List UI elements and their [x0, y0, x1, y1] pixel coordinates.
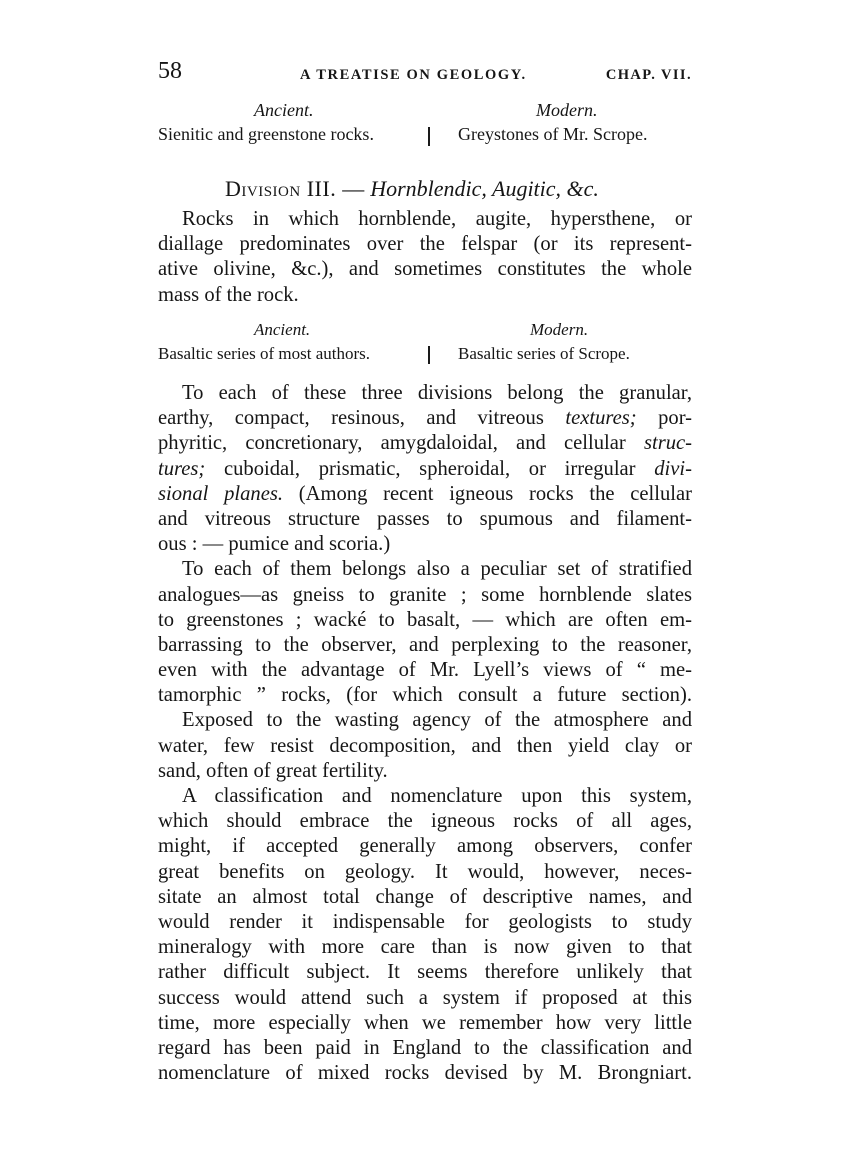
paragraph-stratified-analogues: [158, 557, 692, 708]
text-line: success would attend such a system if proposed at this: [158, 986, 692, 1009]
line-segment: por-: [658, 407, 693, 430]
paragraph-classification: [158, 784, 692, 1086]
text-line: tamorphic ” rocks, (for which consult a future section).: [158, 684, 692, 707]
column-divider: [428, 127, 430, 146]
running-title: A TREATISE ON GEOLOGY.: [300, 67, 527, 83]
line-segment: (Among recent igneous rocks the cellular: [298, 482, 692, 505]
paragraph-textures: [158, 381, 692, 557]
text-line: would render it indispensable for geologists to study: [158, 910, 692, 933]
text-line: Rocks in which hornblende, augite, hypersthene, or: [182, 208, 692, 230]
italic-term: sional planes.: [158, 482, 284, 505]
text-line: To each of these three divisions belong the granular,: [182, 382, 692, 404]
text-line: [158, 457, 692, 482]
text-line: and vitreous structure passes to spumous and filament-: [158, 507, 692, 530]
italic-term: tures;: [158, 457, 206, 480]
text-line: rather difficult subject. It seems therefore unlikely that: [158, 961, 692, 984]
column-divider: [428, 346, 430, 364]
text-line: nomenclature of mixed rocks devised by M. Brongniart.: [158, 1062, 692, 1085]
text-line: sitate an almost total change of descriptive names, and: [158, 885, 692, 908]
italic-term: textures;: [565, 407, 637, 430]
division-number: Division III. —: [225, 176, 365, 201]
text-line: mass of the rock.: [158, 283, 299, 306]
text-line: [158, 482, 692, 507]
text-line: analogues—as gneiss to granite ; some hornblende slates: [158, 583, 692, 606]
text-line: might, if accepted generally among observers, confer: [158, 835, 692, 858]
text-line: ative olivine, &c.), and sometimes constitutes the whole: [158, 258, 692, 281]
column-header-modern: Modern.: [530, 320, 589, 339]
text-line: ous : — pumice and scoria.): [158, 533, 391, 556]
text-line: [158, 431, 692, 456]
comparison-table-greenstone: [158, 100, 692, 152]
chapter-label: CHAP. VII.: [605, 67, 692, 83]
text-line: water, few resist decomposition, and then yield clay or: [158, 734, 692, 757]
text-line: diallage predominates over the felspar (or its represent-: [158, 233, 692, 256]
text-line: barrassing to the observer, and perplexing to the reasoner,: [158, 633, 692, 656]
paragraph-weathering: [158, 708, 692, 784]
text-line: to greenstones ; wacké to basalt, — which are often em-: [158, 608, 692, 631]
text-line: even with the advantage of Mr. Lyell’s views of “ me-: [158, 659, 692, 682]
division-subject: Hornblendic, Augitic, &c.: [370, 176, 599, 201]
modern-term: Greystones of Mr. Scrope.: [458, 124, 648, 144]
column-header-ancient: Ancient.: [254, 320, 311, 339]
column-header-modern: Modern.: [536, 100, 598, 120]
modern-term: Basaltic series of Scrope.: [458, 344, 630, 363]
text-line: time, more especially when we remember how very little: [158, 1011, 692, 1034]
ancient-term: Sienitic and greenstone rocks.: [158, 124, 374, 144]
text-line: which should embrace the igneous rocks of all ages,: [158, 810, 692, 833]
page-header: [158, 58, 692, 88]
line-segment: phyritic, concretionary, amygdaloidal, and cellular: [158, 432, 626, 455]
text-line: sand, often of great fertility.: [158, 759, 388, 782]
text-line: regard has been paid in England to the classification and: [158, 1036, 692, 1059]
line-segment: cuboidal, prismatic, spheroidal, or irregular: [223, 457, 636, 480]
body-text: [158, 381, 692, 1086]
division-heading: [225, 176, 599, 202]
ancient-term: Basaltic series of most authors.: [158, 344, 370, 363]
text-line: great benefits on geology. It would, however, neces-: [158, 860, 692, 883]
italic-term: struc-: [643, 432, 692, 455]
page-number: 58: [158, 58, 182, 84]
text-line: [158, 406, 692, 431]
italic-term: divi-: [654, 457, 692, 480]
text-line: Exposed to the wasting agency of the atmosphere and: [182, 709, 692, 732]
line-segment: earthy, compact, resinous, and vitreous: [158, 407, 544, 430]
text-line: mineralogy with more care than is now given to that: [158, 936, 692, 959]
division-definition: [158, 207, 692, 308]
comparison-table-basaltic: [158, 320, 692, 372]
text-line: A classification and nomenclature upon this system,: [182, 785, 692, 807]
column-header-ancient: Ancient.: [254, 100, 314, 120]
text-line: To each of them belongs also a peculiar set of stratified: [182, 558, 692, 581]
